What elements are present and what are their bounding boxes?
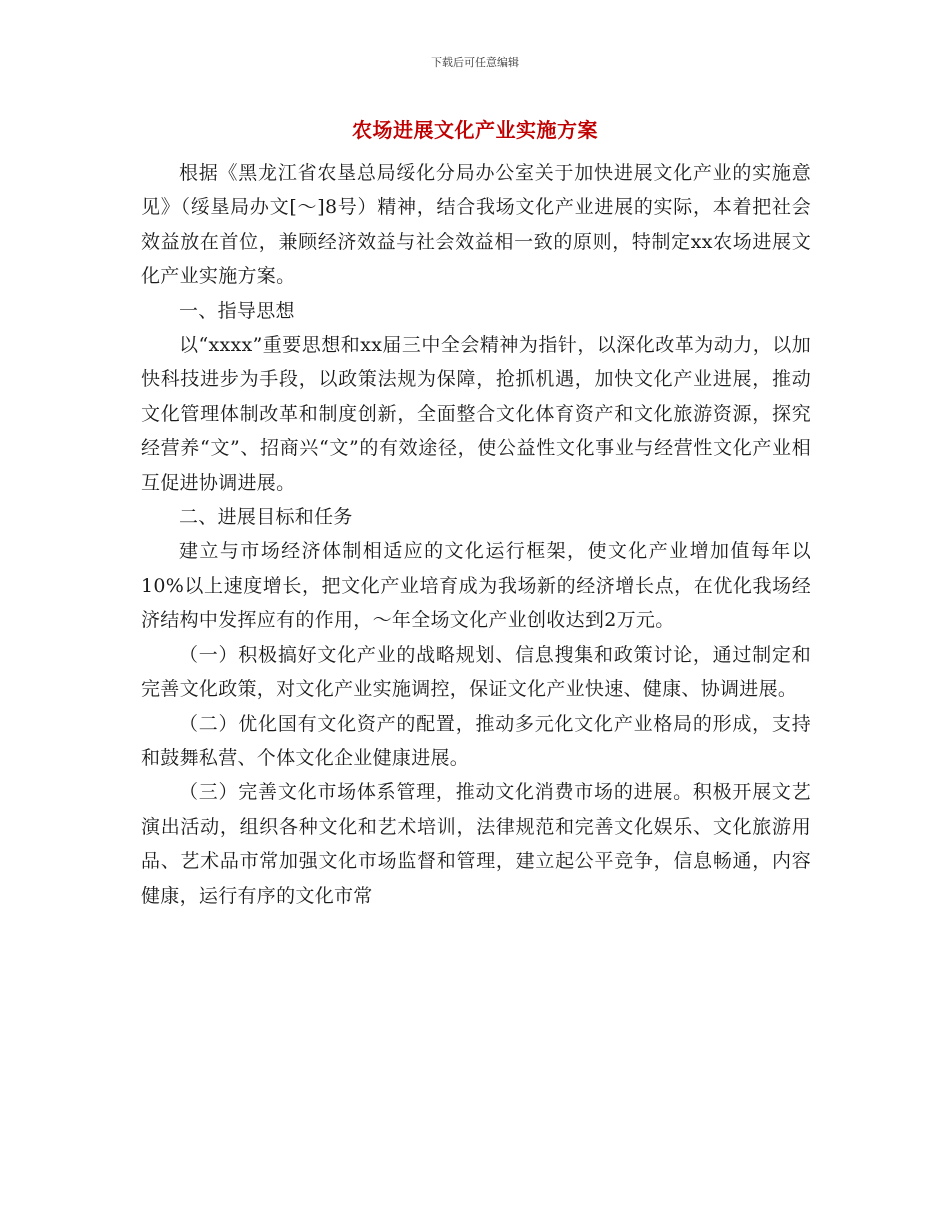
paragraph-goals: 建立与市场经济体制相适应的文化运行框架，使文化产业增加值每年以10%以上速度增长，把文化产业培育成为我场新的经济增长点，在优化我场经济结构中发挥应有的作用，～年全场文化产业创收达到2万元。: [141, 540, 811, 632]
section-heading-guiding-thought: 一、指导思想: [179, 299, 295, 322]
paragraph-task-1: （一）积极搞好文化产业的战略规划、信息搜集和政策讨论，通过制定和完善文化政策，对文化产业实施调控，保证文化产业快速、健康、协调进展。: [141, 643, 811, 701]
paragraph-guiding-thought: 以“xxxx”重要思想和xx届三中全会精神为指针，以深化改革为动力，以加快科技进步为手段，以政策法规为保障，抢抓机遇，加快文化产业进展，推动文化管理体制改革和制度创新，全面整合文化体育资产和文化旅游资源，探究经营养“文”、招商兴“文”的有效途径，使公益性文化事业与经营性文化产业相互促进协调进展。: [141, 334, 811, 494]
section-heading-goals-tasks: 二、进展目标和任务: [179, 506, 353, 529]
paragraph-intro: 根据《黑龙江省农垦总局绥化分局办公室关于加快进展文化产业的实施意见》（绥垦局办文[～]8号）精神，结合我场文化产业进展的实际，本着把社会效益放在首位，兼顾经济效益与社会效益相一致的原则，特制定xx农场进展文化产业实施方案。: [141, 162, 811, 288]
header-note: 下载后可任意编辑: [431, 56, 519, 69]
document-title: 农场进展文化产业实施方案: [352, 118, 598, 142]
paragraph-task-2: （二）优化国有文化资产的配置，推动多元化文化产业格局的形成，支持和鼓舞私营、个体文化企业健康进展。: [141, 712, 811, 769]
document-body: [141, 156, 811, 913]
paragraph-task-3: （三）完善文化市场体系管理，推动文化消费市场的进展。积极开展文艺演出活动，组织各种文化和艺术培训，法律规范和完善文化娱乐、文化旅游用品、艺术品市常加强文化市场监督和管理，建立起公平竞争，信息畅通，内容健康，运行有序的文化市常: [141, 781, 811, 907]
